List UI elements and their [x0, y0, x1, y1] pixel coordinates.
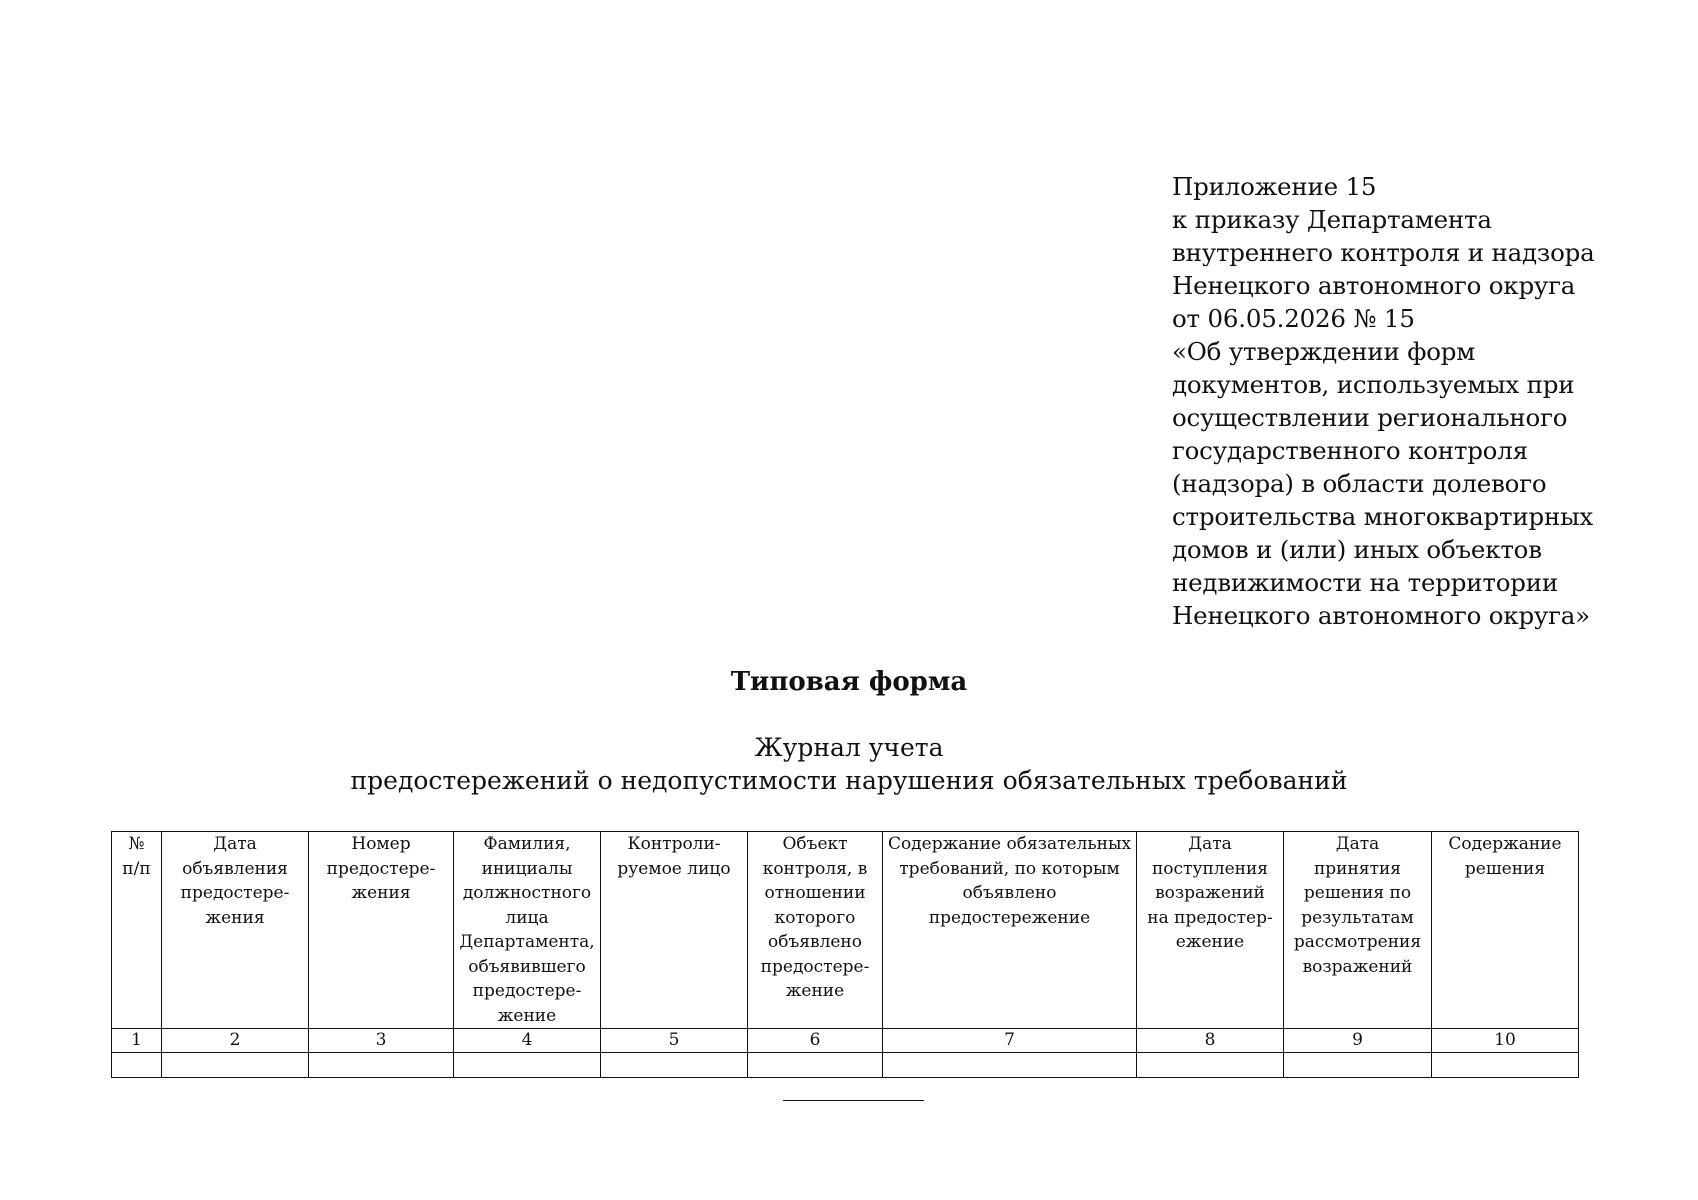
header-text: Содержание обязательных: [887, 834, 1132, 854]
header-text: предостережение: [928, 907, 1091, 928]
header-text: поступления: [1151, 858, 1269, 879]
column-number-cell: 6: [748, 1029, 883, 1053]
header-text: ежение: [1175, 932, 1245, 952]
empty-cell: [112, 1053, 162, 1078]
header-row: [112, 832, 1579, 1029]
header-text: Номер: [351, 834, 411, 854]
journal-title-line2: предостережений о недопустимости нарушения обязательных требований: [350, 766, 1348, 795]
column-number-cell: 7: [883, 1029, 1137, 1053]
header-text: п/п: [122, 858, 151, 879]
empty-cell: [883, 1053, 1137, 1078]
header-text: объявления: [182, 858, 288, 879]
column-number-cell: 4: [454, 1029, 601, 1053]
appendix-line: внутреннего контроля и надзора: [1172, 238, 1595, 267]
header-text: жения: [351, 883, 411, 903]
header-text: Дата: [1335, 834, 1380, 854]
journal-title: [0, 731, 1698, 797]
header-text: Департамента,: [459, 932, 595, 952]
appendix-block: [1172, 170, 1595, 632]
header-text: руемое лицо: [617, 858, 731, 879]
header-text: Фамилия,: [483, 834, 571, 854]
header-text: предостере-: [326, 858, 436, 879]
empty-cell: [162, 1053, 309, 1078]
column-number-cell: 1: [112, 1029, 162, 1053]
column-number-cell: 8: [1137, 1029, 1284, 1053]
header-text: решения по: [1303, 883, 1412, 903]
appendix-line: строительства многоквартирных: [1172, 502, 1593, 531]
appendix-line: (надзора) в области долевого: [1172, 469, 1547, 498]
appendix-line: документов, используемых при: [1172, 370, 1575, 399]
appendix-line: Ненецкого автономного округа»: [1172, 601, 1590, 630]
header-cell-requirements: [883, 832, 1137, 1029]
header-text: возражений: [1302, 956, 1413, 977]
header-cell-decision-content: [1432, 832, 1579, 1029]
column-number-cell: 2: [162, 1029, 309, 1053]
header-cell-decision-date: [1284, 832, 1432, 1029]
header-text: жение: [785, 981, 845, 1001]
header-text: которого: [774, 907, 856, 928]
appendix-line: Ненецкого автономного округа: [1172, 271, 1576, 300]
header-text: объявившего: [468, 956, 586, 977]
header-text: жения: [205, 907, 265, 928]
header-text: лица: [505, 907, 549, 928]
empty-cell: [748, 1053, 883, 1078]
appendix-line: домов и (или) иных объектов: [1172, 535, 1542, 564]
header-cell-date-declared: [162, 832, 309, 1029]
empty-cell: [1284, 1053, 1432, 1078]
appendix-line: Приложение 15: [1172, 172, 1377, 201]
header-text: должностного: [462, 883, 592, 903]
header-text: предостере-: [472, 981, 582, 1001]
empty-cell: [309, 1053, 454, 1078]
column-number-cell: 10: [1432, 1029, 1579, 1053]
header-text: Дата: [1188, 834, 1232, 854]
empty-entry-row: [112, 1053, 1579, 1078]
header-text: решения: [1464, 858, 1546, 879]
journal-title-line1: Журнал учета: [754, 733, 944, 762]
column-number-cell: 5: [601, 1029, 748, 1053]
header-cell-warning-number: [309, 832, 454, 1029]
header-text: на предостер-: [1147, 907, 1273, 928]
header-text: Дата: [213, 834, 257, 854]
appendix-line: «Об утверждении форм: [1172, 337, 1476, 366]
appendix-line: недвижимости на территории: [1172, 568, 1559, 597]
closing-underline: [783, 1100, 924, 1101]
appendix-line: от 06.05.2026 № 15: [1172, 304, 1415, 333]
header-cell-objections-date: [1137, 832, 1284, 1029]
header-text: отношении: [764, 883, 866, 903]
appendix-line: государственного контроля: [1172, 436, 1528, 465]
column-number-cell: 3: [309, 1029, 454, 1053]
journal-table: [111, 831, 1579, 1078]
header-text: требований, по которым: [899, 858, 1120, 879]
header-cell-control-object: [748, 832, 883, 1029]
header-text: предостере-: [760, 956, 870, 977]
header-text: результатам: [1301, 907, 1414, 928]
header-text: предостере-: [180, 883, 290, 903]
header-text: возражений: [1155, 883, 1265, 903]
header-text: жение: [497, 1005, 557, 1026]
header-text: объявлено: [962, 883, 1057, 903]
header-cell-official-name: [454, 832, 601, 1029]
form-type-heading: Типовая форма: [730, 667, 968, 697]
empty-cell: [1137, 1053, 1284, 1078]
empty-cell: [1432, 1053, 1579, 1078]
header-text: №: [128, 834, 145, 854]
header-text: Объект: [782, 834, 848, 854]
header-text: рассмотрения: [1293, 932, 1422, 952]
header-text: объявлено: [767, 932, 862, 952]
header-cell-number: [112, 832, 162, 1029]
empty-cell: [601, 1053, 748, 1078]
column-number-row: [112, 1029, 1579, 1053]
header-text: Контроли-: [627, 834, 721, 854]
header-text: принятия: [1313, 858, 1402, 879]
header-text: контроля, в: [762, 858, 868, 879]
header-text: инициалы: [481, 858, 573, 879]
header-text: Содержание: [1448, 834, 1562, 854]
appendix-line: осуществлении регионального: [1172, 403, 1568, 432]
empty-cell: [454, 1053, 601, 1078]
appendix-line: к приказу Департамента: [1172, 205, 1492, 234]
column-number-cell: 9: [1284, 1029, 1432, 1053]
header-cell-controlled-person: [601, 832, 748, 1029]
